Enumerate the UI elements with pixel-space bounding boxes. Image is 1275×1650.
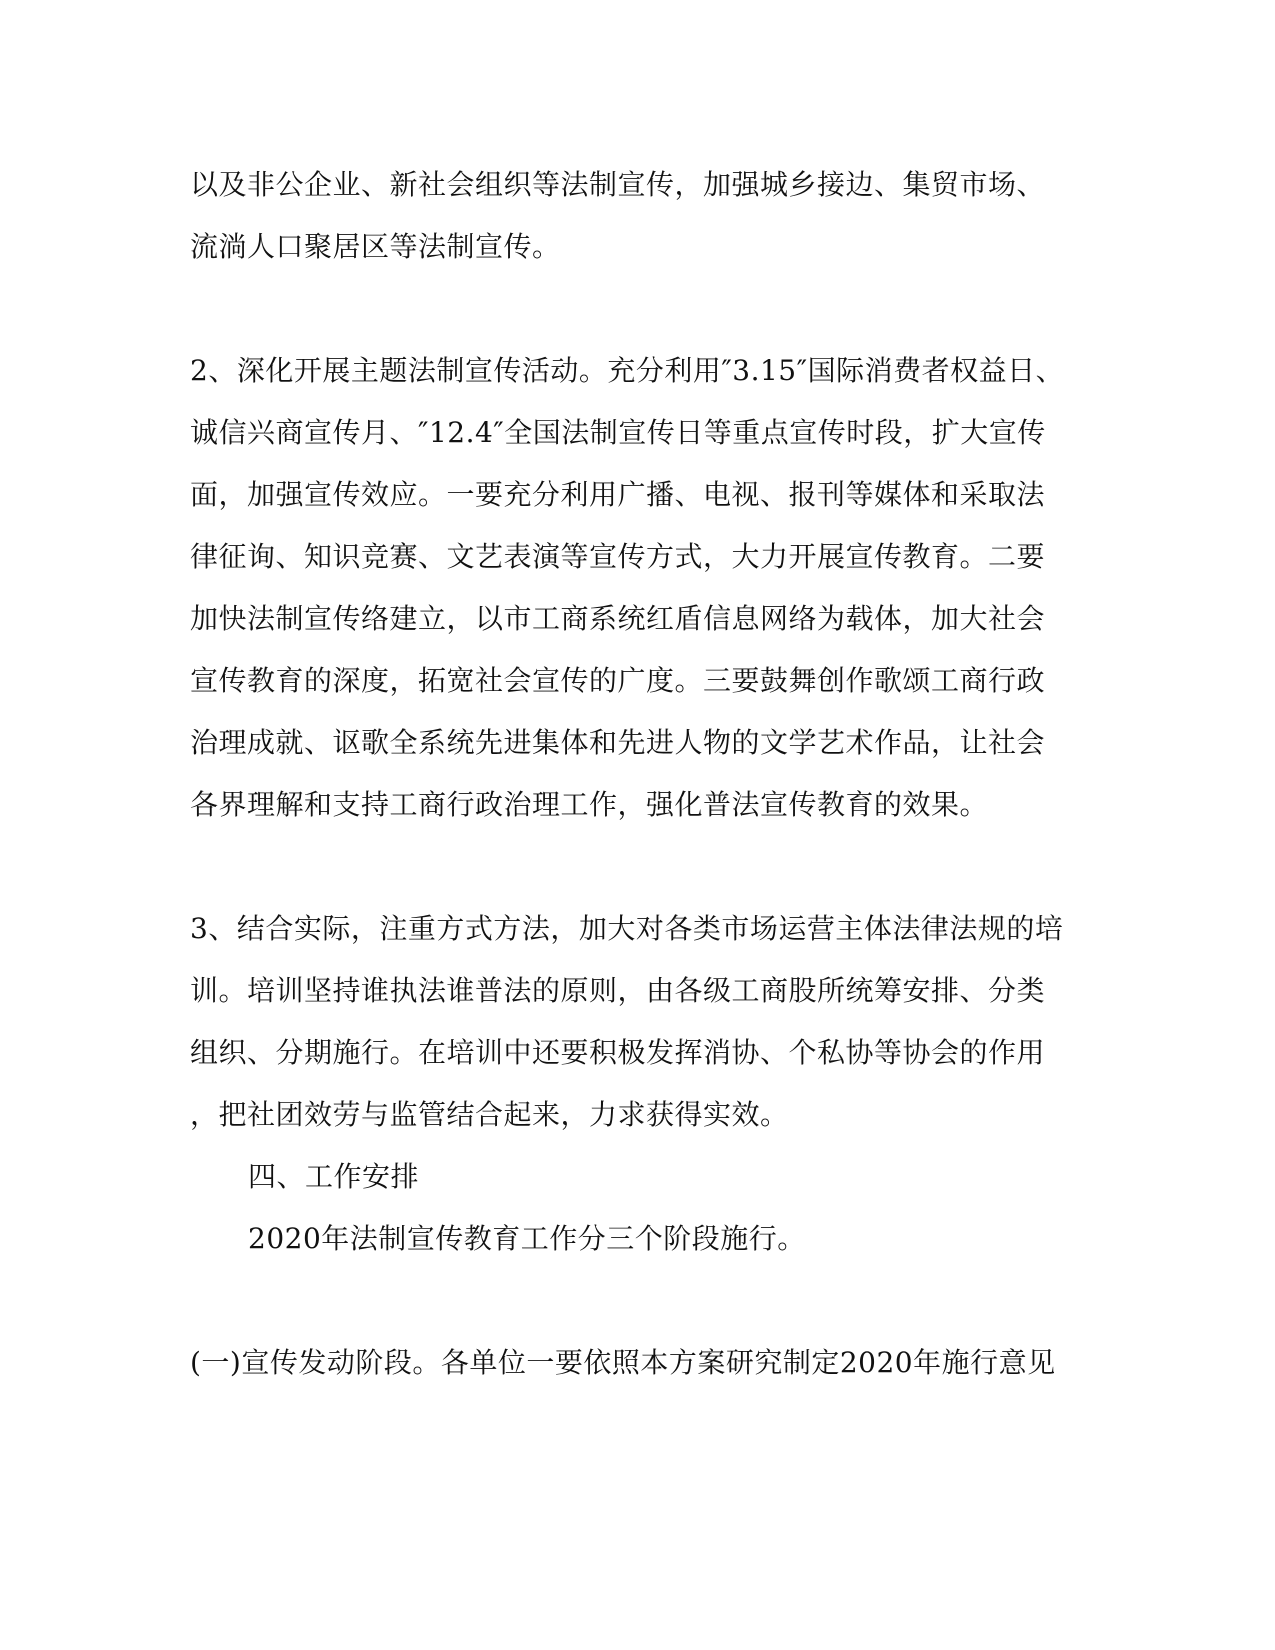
text-line: 面，加强宣传效应。一要充分利用广播、电视、报刊等媒体和采取法 (190, 478, 1046, 511)
text-line: 各界理解和支持工商行政治理工作，强化普法宣传教育的效果。 (190, 788, 989, 821)
text-line: 3、结合实际，注重方式方法，加大对各类市场运营主体法律法规的培 (190, 912, 1064, 945)
text-line: 宣传教育的深度，拓宽社会宣传的广度。三要鼓舞创作歌颂工商行政 (190, 664, 1046, 697)
text-line: 流淌人口聚居区等法制宣传。 (190, 230, 561, 263)
text-line: 2020年法制宣传教育工作分三个阶段施行。 (248, 1222, 806, 1255)
text-line: ，把社团效劳与监管结合起来，力求获得实效。 (190, 1098, 789, 1131)
text-line: 以及非公企业、新社会组织等法制宣传，加强城乡接边、集贸市场、 (190, 168, 1046, 201)
text-line: 律征询、知识竞赛、文艺表演等宣传方式，大力开展宣传教育。二要 (190, 540, 1046, 573)
text-line: 加快法制宣传络建立，以市工商系统红盾信息网络为载体，加大社会 (190, 602, 1046, 635)
text-line: 治理成就、讴歌全系统先进集体和先进人物的文学艺术作品，让社会 (190, 726, 1046, 759)
text-line: 组织、分期施行。在培训中还要积极发挥消协、个私协等协会的作用 (190, 1036, 1046, 1069)
text-line: 诚信兴商宣传月、″12.4″全国法制宣传日等重点宣传时段，扩大宣传 (190, 416, 1046, 449)
text-line: 2、深化开展主题法制宣传活动。充分利用″3.15″国际消费者权益日、 (190, 354, 1065, 387)
section-heading: 四、工作安排 (248, 1160, 420, 1193)
text-line: 训。培训坚持谁执法谁普法的原则，由各级工商股所统筹安排、分类 (190, 974, 1046, 1007)
text-line: (一)宣传发动阶段。各单位一要依照本方案研究制定2020年施行意见 (190, 1346, 1056, 1379)
